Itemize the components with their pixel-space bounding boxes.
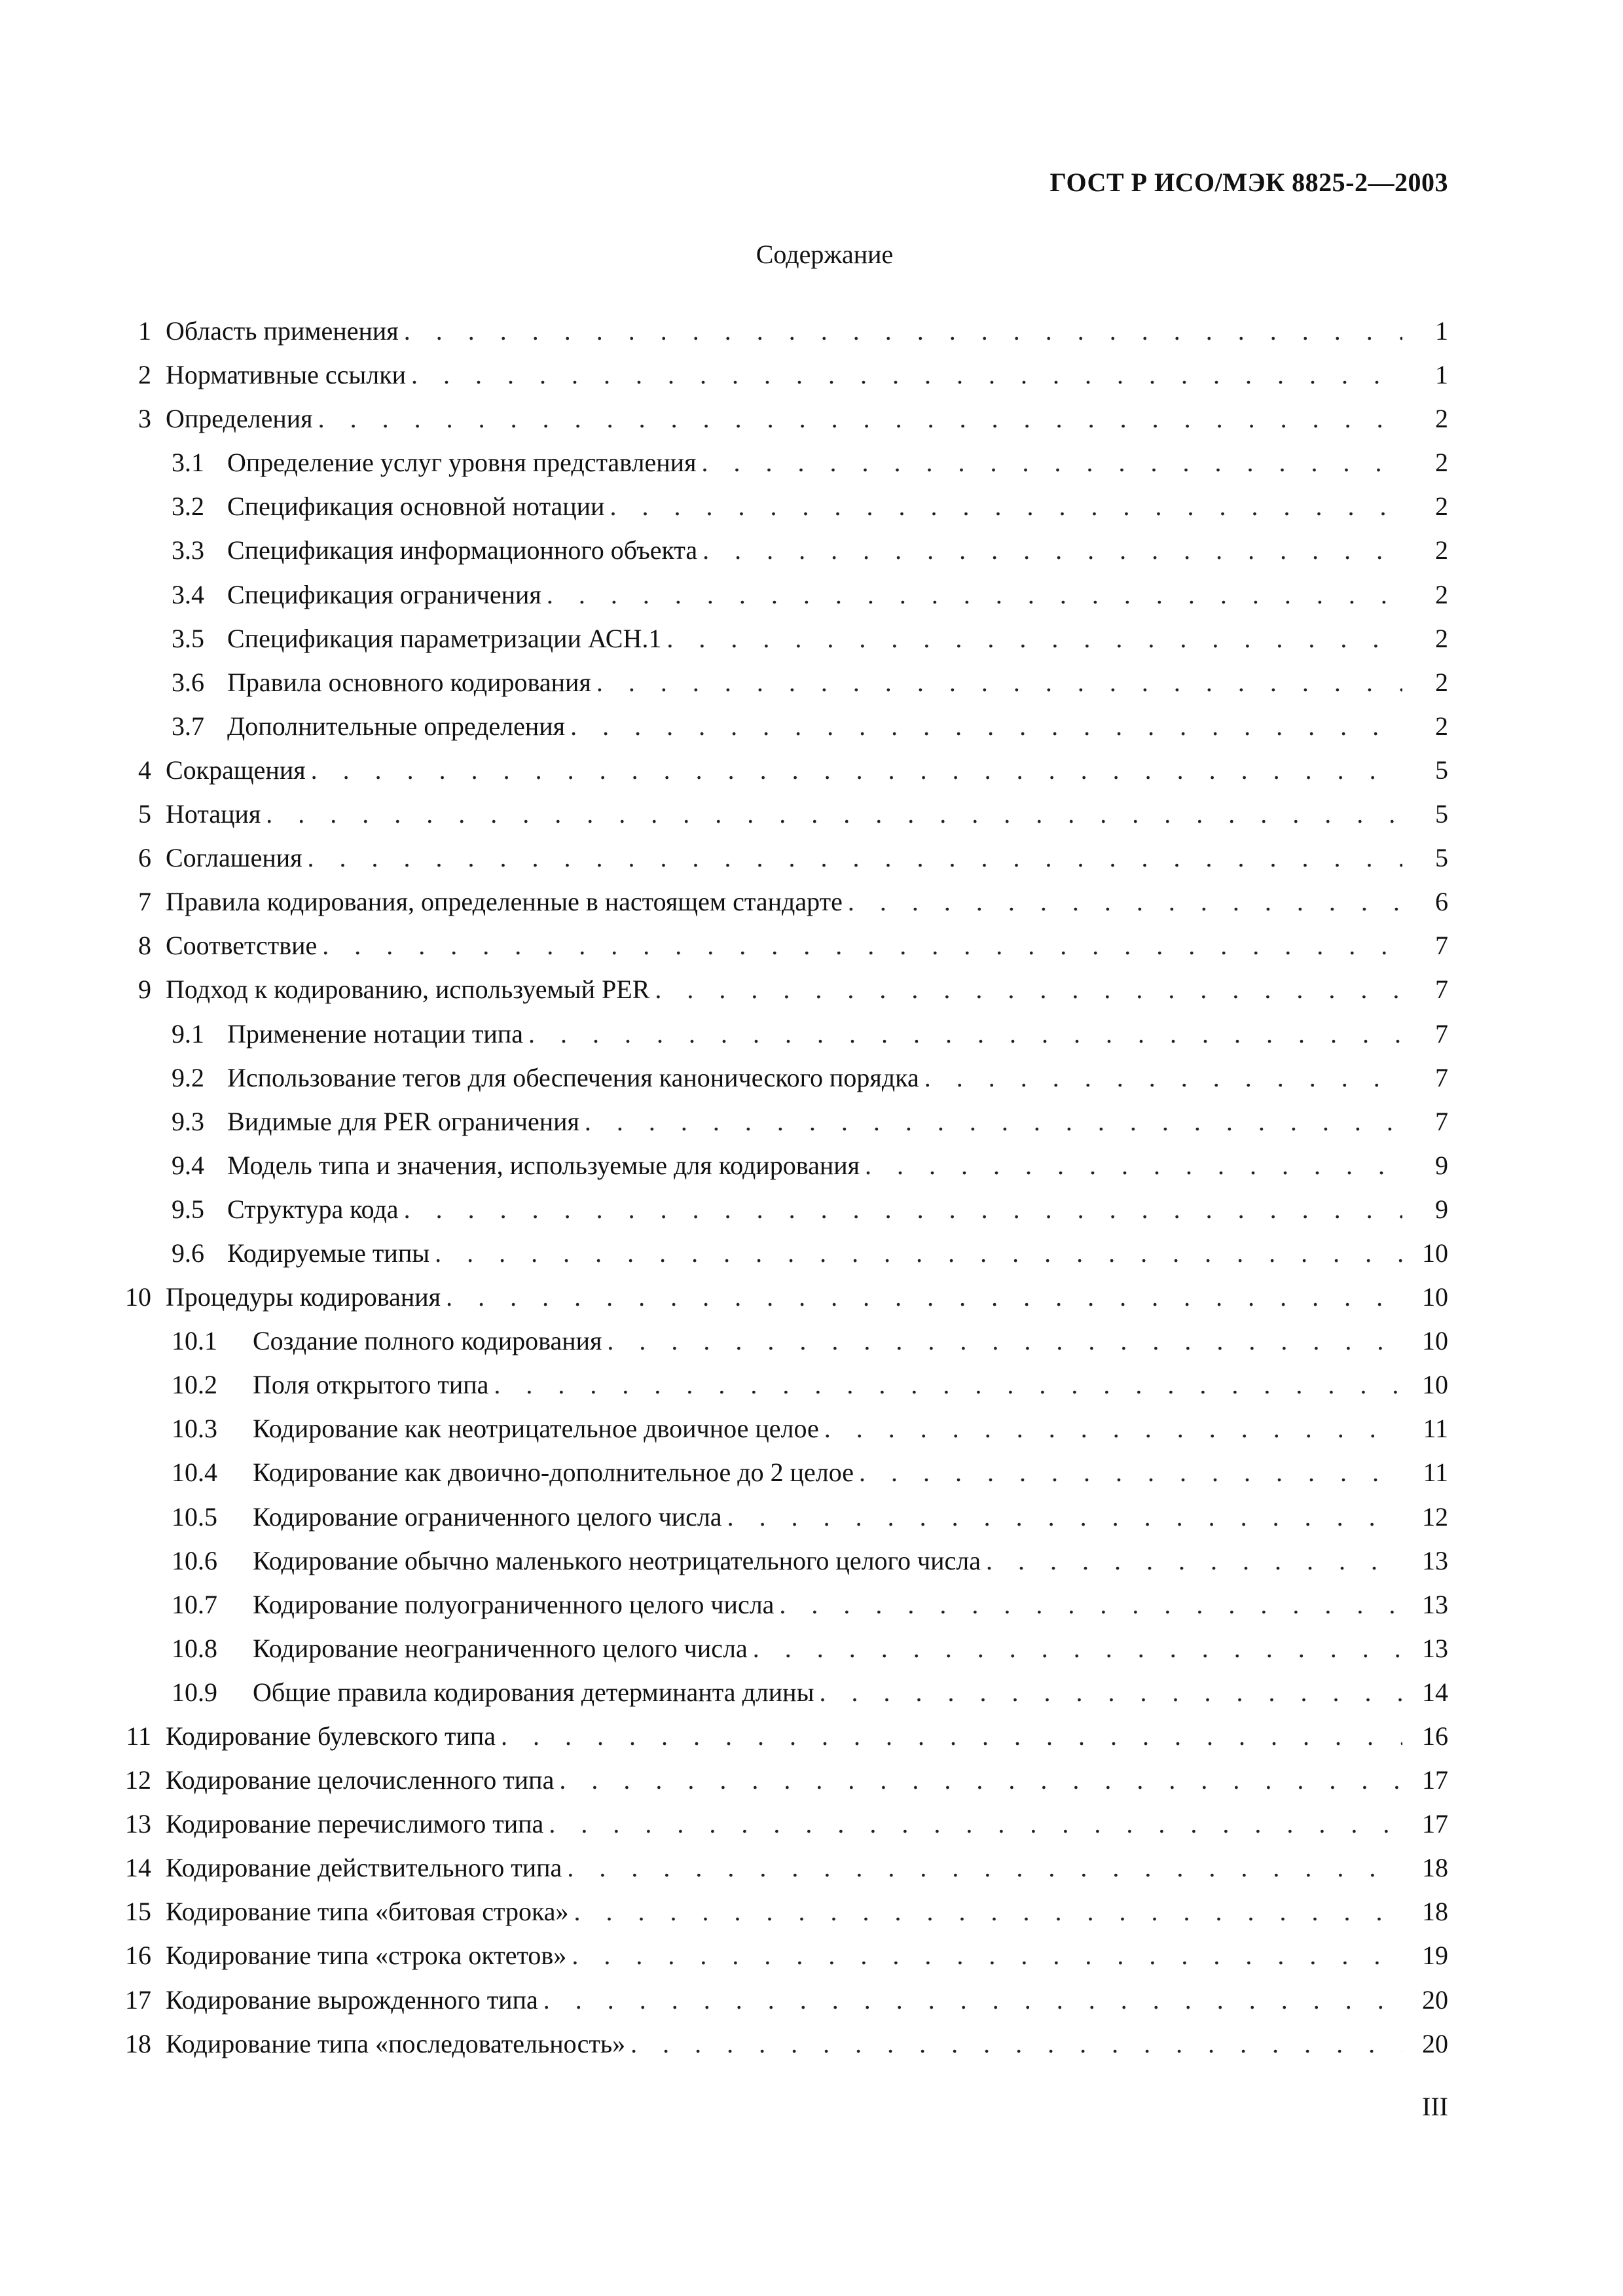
toc-entry (105, 491, 1448, 535)
toc-entry-number: 18 (125, 2028, 151, 2058)
toc-entry-page: 6 (1435, 887, 1448, 917)
toc-dot-leader (859, 1457, 1402, 1488)
toc-entry-title: Кодирование как двоично-дополнительное до 2 целое (253, 1458, 854, 1488)
toc-dot-leader (567, 1852, 1402, 1884)
toc-dot-leader (865, 1150, 1402, 1181)
toc-entry-number: 2 (138, 360, 151, 390)
toc-dot-leader (318, 403, 1402, 435)
toc-entry-title: Определения (166, 404, 313, 434)
toc-entry-title: Использование тегов для обеспечения канонического порядка (227, 1062, 919, 1092)
toc-entry-page: 5 (1435, 843, 1448, 873)
toc-entry-page: 18 (1422, 1897, 1448, 1927)
toc-dot-leader (435, 1238, 1402, 1269)
toc-entry-page: 2 (1435, 579, 1448, 609)
toc-entry (105, 930, 1448, 974)
toc-entry-title: Кодирование перечислимого типа (166, 1809, 544, 1839)
toc-entry (105, 1545, 1448, 1589)
toc-entry-page: 1 (1435, 316, 1448, 346)
toc-entry-page: 2 (1435, 404, 1448, 434)
toc-entry-title: Кодирование полуограниченного целого числа (253, 1589, 775, 1619)
toc-entry-page: 2 (1435, 448, 1448, 478)
toc-entry-page: 13 (1422, 1545, 1448, 1575)
toc-entry-title: Кодирование типа «последовательность» (166, 2028, 626, 2058)
toc-entry-number: 9.5 (172, 1194, 204, 1224)
toc-dot-leader (596, 667, 1402, 698)
toc-entry-number: 9.1 (172, 1018, 204, 1049)
toc-entry-page: 10 (1422, 1282, 1448, 1312)
toc-dot-leader (824, 1413, 1402, 1444)
toc-entry (105, 1238, 1448, 1282)
toc-entry-title: Видимые для PER ограничения (227, 1106, 579, 1136)
toc-entry-number: 7 (138, 887, 151, 917)
toc-entry-title: Структура кода (227, 1194, 399, 1224)
toc-entry-number: 3.2 (172, 492, 204, 522)
toc-dot-leader (570, 711, 1402, 742)
toc-entry-title: Кодирование типа «строка октетов» (166, 1941, 567, 1971)
page-number: III (1422, 2092, 1448, 2121)
toc-entry-number: 5 (138, 799, 151, 829)
toc-entry-number: 3.7 (172, 711, 204, 741)
toc-entry-title: Нотация (166, 799, 261, 829)
toc-entry (105, 1194, 1448, 1238)
toc-entry-title: Поля открытого типа (253, 1370, 489, 1400)
toc-entry-title: Соглашения (166, 843, 302, 873)
toc-entry-number: 10 (125, 1282, 151, 1312)
toc-dot-leader (322, 930, 1402, 961)
toc-dot-leader (266, 798, 1402, 830)
toc-entry-title: Кодирование вырожденного типа (166, 1984, 538, 2015)
toc-entry (105, 886, 1448, 930)
toc-entry (105, 842, 1448, 886)
toc-entry (105, 1984, 1448, 2028)
toc-entry-number: 12 (125, 1765, 151, 1795)
toc-entry-number: 10.3 (172, 1414, 217, 1444)
toc-entry-title: Кодирование типа «битовая строка» (166, 1897, 569, 1927)
toc-entry (105, 535, 1448, 579)
toc-entry-page: 13 (1422, 1589, 1448, 1619)
toc-entry (105, 1369, 1448, 1413)
toc-entry-title: Кодирование ограниченного целого числа (253, 1501, 722, 1532)
toc-entry-title: Кодирование действительного типа (166, 1853, 562, 1883)
toc-entry (105, 1106, 1448, 1150)
toc-entry (105, 1896, 1448, 1940)
toc-entry-number: 4 (138, 755, 151, 785)
toc-entry-number: 3.5 (172, 623, 204, 653)
toc-dot-leader (446, 1282, 1402, 1313)
toc-entry (105, 1808, 1448, 1852)
toc-dot-leader (547, 579, 1402, 611)
toc-dot-leader (819, 1677, 1402, 1708)
toc-dot-leader (630, 2028, 1402, 2060)
toc-entry-page: 5 (1435, 799, 1448, 829)
toc-entry-number: 3.3 (172, 535, 204, 565)
toc-entry (105, 447, 1448, 491)
toc-entry-title: Применение нотации типа (227, 1018, 523, 1049)
toc-entry-number: 9.4 (172, 1150, 204, 1180)
toc-entry-number: 9.2 (172, 1062, 204, 1092)
toc-entry-number: 9.6 (172, 1238, 204, 1268)
toc-entry (105, 1325, 1448, 1369)
toc-entry (105, 711, 1448, 755)
toc-entry-number: 10.1 (172, 1326, 217, 1356)
toc-entry-page: 7 (1435, 975, 1448, 1005)
toc-entry-page: 11 (1423, 1458, 1448, 1488)
toc-entry-page: 7 (1435, 1018, 1448, 1049)
toc-entry-title: Процедуры кодирования (166, 1282, 441, 1312)
toc-entry-title: Спецификация информационного объекта (227, 535, 698, 565)
toc-entry (105, 798, 1448, 842)
toc-entry-title: Правила кодирования, определенные в настоящем стандарте (166, 887, 843, 917)
toc-dot-leader (655, 974, 1402, 1005)
toc-entry-title: Определение услуг уровня представления (227, 448, 697, 478)
toc-dot-leader (404, 1194, 1402, 1225)
toc-entry-title: Сокращения (166, 755, 306, 785)
toc-entry-page: 7 (1435, 1106, 1448, 1136)
toc-dot-leader (753, 1633, 1402, 1664)
toc-entry-number: 3 (138, 404, 151, 434)
toc-entry-title: Кодируемые типы (227, 1238, 430, 1268)
toc-entry-number: 13 (125, 1809, 151, 1839)
toc-entry-number: 10.2 (172, 1370, 217, 1400)
toc-entry (105, 1677, 1448, 1721)
toc-entry (105, 1721, 1448, 1765)
toc-dot-leader (986, 1545, 1402, 1577)
toc-entry-page: 2 (1435, 667, 1448, 697)
toc-entry-page: 16 (1422, 1721, 1448, 1751)
toc-entry (105, 623, 1448, 667)
toc-dot-leader (702, 535, 1402, 566)
toc-dot-leader (924, 1062, 1402, 1094)
toc-dot-leader (572, 1940, 1402, 1971)
toc-entry-title: Правила основного кодирования (227, 667, 591, 697)
toc-entry (105, 1940, 1448, 1984)
toc-entry-number: 9 (138, 975, 151, 1005)
toc-entry-page: 10 (1422, 1326, 1448, 1356)
toc-entry-page: 1 (1435, 360, 1448, 390)
toc-entry (105, 1457, 1448, 1501)
toc-entry-title: Соответствие (166, 931, 318, 961)
toc-entry-page: 9 (1435, 1150, 1448, 1180)
toc-dot-leader (848, 886, 1402, 918)
toc-entry (105, 579, 1448, 623)
toc-entry (105, 1633, 1448, 1677)
toc-entry-number: 9.3 (172, 1106, 204, 1136)
toc-entry-number: 10.6 (172, 1545, 217, 1575)
toc-entry-title: Кодирование обычно маленького неотрицательного целого числа (253, 1545, 981, 1575)
toc-entry-title: Кодирование как неотрицательное двоичное целое (253, 1414, 819, 1444)
toc-entry-number: 3.1 (172, 448, 204, 478)
toc-entry-title: Дополнительные определения (227, 711, 566, 741)
toc-entry-page: 19 (1422, 1941, 1448, 1971)
toc-entry-number: 1 (138, 316, 151, 346)
toc-entry-page: 7 (1435, 931, 1448, 961)
toc-entry (105, 1150, 1448, 1194)
toc-entry (105, 1852, 1448, 1896)
toc-entry (105, 1413, 1448, 1457)
toc-entry (105, 315, 1448, 359)
toc-entry-title: Спецификация параметризации АСН.1 (227, 623, 662, 653)
toc-dot-leader (701, 447, 1402, 478)
toc-entry-number: 3.4 (172, 579, 204, 609)
toc-entry-page: 2 (1435, 535, 1448, 565)
toc-entry-page: 14 (1422, 1677, 1448, 1707)
toc-dot-leader (311, 755, 1402, 786)
toc-entry-page: 10 (1422, 1370, 1448, 1400)
toc-entry-page: 17 (1422, 1809, 1448, 1839)
toc-entry-page: 2 (1435, 492, 1448, 522)
toc-entry-title: Кодирование неограниченного целого числа (253, 1633, 748, 1663)
toc-entry-number: 10.5 (172, 1501, 217, 1532)
toc-dot-leader (607, 1325, 1402, 1357)
toc-entry-title: Спецификация ограничения (227, 579, 541, 609)
toc-entry (105, 667, 1448, 711)
toc-entry-number: 10.4 (172, 1458, 217, 1488)
toc-entry-number: 17 (125, 1984, 151, 2015)
toc-entry-page: 18 (1422, 1853, 1448, 1883)
toc-dot-leader (727, 1501, 1402, 1533)
toc-entry-page: 10 (1422, 1238, 1448, 1268)
toc-entry-title: Общие правила кодирования детерминанта длины (253, 1677, 814, 1707)
toc-entry (105, 1018, 1448, 1062)
toc-entry (105, 1765, 1448, 1808)
toc-entry-page: 20 (1422, 1984, 1448, 2015)
toc-entry (105, 2028, 1448, 2072)
toc-dot-leader (549, 1808, 1402, 1840)
toc-entry (105, 1282, 1448, 1325)
toc-entry-page: 11 (1423, 1414, 1448, 1444)
document-code-header: ГОСТ Р ИСО/МЭК 8825-2—2003 (1049, 168, 1448, 197)
toc-entry-number: 15 (125, 1897, 151, 1927)
toc-entry-number: 8 (138, 931, 151, 961)
toc-entry-title: Кодирование булевского типа (166, 1721, 496, 1751)
toc-entry-page: 5 (1435, 755, 1448, 785)
toc-entry-page: 9 (1435, 1194, 1448, 1224)
toc-entry-number: 6 (138, 843, 151, 873)
toc-entry-page: 2 (1435, 711, 1448, 741)
toc-entry-title: Область применения (166, 316, 399, 346)
toc-entry-number: 10.8 (172, 1633, 217, 1663)
toc-dot-leader (585, 1106, 1402, 1138)
toc-entry (105, 359, 1448, 403)
toc-dot-leader (574, 1896, 1402, 1928)
toc-entry (105, 1589, 1448, 1633)
toc-entry-page: 12 (1422, 1501, 1448, 1532)
toc-dot-leader (610, 491, 1402, 522)
toc-entry-title: Кодирование целочисленного типа (166, 1765, 555, 1795)
table-of-contents (105, 315, 1448, 2072)
toc-entry-page: 13 (1422, 1633, 1448, 1663)
toc-title: Содержание (756, 240, 894, 269)
toc-entry-title: Спецификация основной нотации (227, 492, 605, 522)
toc-dot-leader (494, 1369, 1402, 1401)
toc-entry-page: 2 (1435, 623, 1448, 653)
toc-entry-page: 20 (1422, 2028, 1448, 2058)
toc-dot-leader (666, 623, 1402, 655)
toc-entry (105, 403, 1448, 447)
toc-entry-number: 14 (125, 1853, 151, 1883)
toc-dot-leader (501, 1721, 1402, 1752)
toc-entry (105, 974, 1448, 1018)
toc-entry-page: 7 (1435, 1062, 1448, 1092)
toc-dot-leader (404, 315, 1402, 347)
toc-entry-number: 16 (125, 1941, 151, 1971)
toc-entry-number: 10.7 (172, 1589, 217, 1619)
toc-entry (105, 1501, 1448, 1545)
toc-entry-number: 10.9 (172, 1677, 217, 1707)
toc-dot-leader (528, 1018, 1402, 1050)
toc-dot-leader (411, 359, 1402, 391)
toc-dot-leader (559, 1765, 1402, 1796)
toc-entry (105, 755, 1448, 798)
toc-entry-title: Нормативные ссылки (166, 360, 407, 390)
toc-dot-leader (308, 842, 1402, 874)
toc-entry-number: 3.6 (172, 667, 204, 697)
toc-entry-title: Создание полного кодирования (253, 1326, 602, 1356)
toc-entry-number: 11 (126, 1721, 151, 1751)
toc-dot-leader (779, 1589, 1402, 1621)
toc-entry (105, 1062, 1448, 1106)
toc-entry-title: Модель типа и значения, используемые для кодирования (227, 1150, 860, 1180)
toc-entry-page: 17 (1422, 1765, 1448, 1795)
toc-entry-title: Подход к кодированию, используемый PER (166, 975, 650, 1005)
toc-dot-leader (543, 1984, 1402, 2016)
